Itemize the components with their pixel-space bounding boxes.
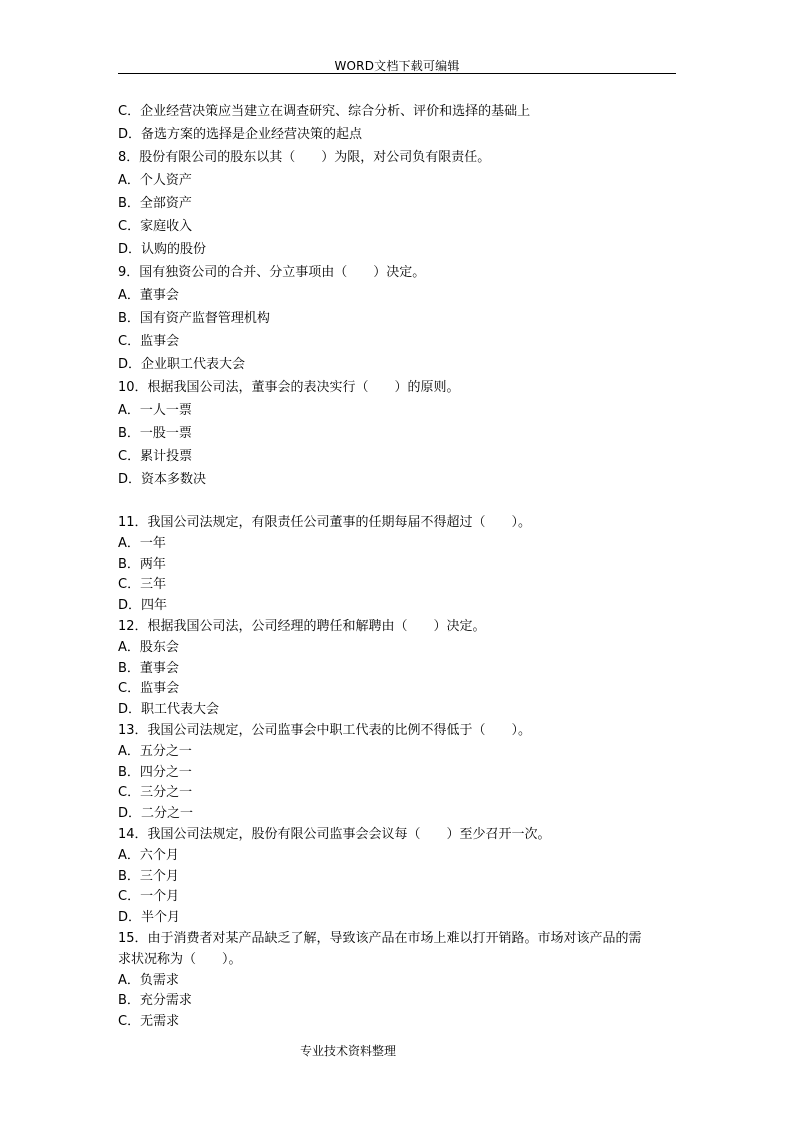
question-15-line-1: 15．由于消费者对某产品缺乏了解，导致该产品在市场上难以打开销路。市场对该产品的需 — [118, 930, 642, 946]
page-footer: 专业技术资料整理 — [300, 1044, 397, 1058]
question-8: 8．股份有限公司的股东以其（ ）为限，对公司负有限责任。 — [118, 150, 491, 165]
option-a-q9: A．董事会 — [118, 288, 179, 303]
option-b-q15: B．充分需求 — [118, 993, 192, 1009]
option-a-q10: A．一人一票 — [118, 403, 192, 418]
option-a-q11: A．一年 — [118, 535, 166, 551]
option-c-q9: C．监事会 — [118, 334, 180, 349]
question-14: 14．我国公司法规定，股份有限公司监事会会议每（ ）至少召开一次。 — [118, 826, 551, 842]
option-b-q13: B．四分之一 — [118, 764, 192, 780]
option-b-q9: B．国有资产监督管理机构 — [118, 311, 270, 326]
option-d-q9: D．企业职工代表大会 — [118, 357, 246, 372]
option-a-q15: A．负需求 — [118, 972, 179, 988]
question-11: 11．我国公司法规定，有限责任公司董事的任期每届不得超过（ ）。 — [118, 515, 532, 530]
option-b-q12: B．董事会 — [118, 660, 179, 676]
option-a-q12: A．股东会 — [118, 639, 179, 655]
option-c-q15: C．无需求 — [118, 1014, 180, 1030]
option-d-q8: D．认购的股份 — [118, 242, 207, 257]
option-d-q14: D．半个月 — [118, 910, 181, 926]
option-c-q12: C．监事会 — [118, 681, 180, 697]
option-b-q14: B．三个月 — [118, 868, 179, 884]
option-d-q7: D．备选方案的选择是企业经营决策的起点 — [118, 127, 363, 142]
header-rule — [118, 73, 676, 74]
option-d-q11: D．四年 — [118, 598, 168, 614]
option-c-q13: C．三分之一 — [118, 785, 193, 801]
option-b-q8: B．全部资产 — [118, 196, 192, 211]
option-b-q11: B．两年 — [118, 556, 166, 572]
option-c-q10: C．累计投票 — [118, 449, 193, 464]
document-body — [118, 100, 678, 1033]
option-d-q12: D．职工代表大会 — [118, 702, 220, 718]
option-c-q8: C．家庭收入 — [118, 219, 193, 234]
option-a-q13: A．五分之一 — [118, 743, 192, 759]
option-c-q14: C．一个月 — [118, 889, 180, 905]
question-15-line-2: 求状况称为（ ）。 — [118, 951, 242, 967]
option-c-q11: C．三年 — [118, 577, 167, 593]
page-header: WORD文档下载可编辑 — [334, 59, 460, 73]
option-d-q10: D．资本多数决 — [118, 472, 207, 487]
option-a-q14: A．六个月 — [118, 847, 179, 863]
question-12: 12．根据我国公司法，公司经理的聘任和解聘由（ ）决定。 — [118, 618, 486, 634]
question-10: 10．根据我国公司法，董事会的表决实行（ ）的原则。 — [118, 380, 460, 395]
question-9: 9．国有独资公司的合并、分立事项由（ ）决定。 — [118, 265, 426, 280]
option-a-q8: A．个人资产 — [118, 173, 192, 188]
option-b-q10: B．一股一票 — [118, 426, 192, 441]
option-c-q7: C．企业经营决策应当建立在调查研究、综合分析、评价和选择的基础上 — [118, 104, 531, 119]
question-block-1 — [118, 100, 678, 491]
option-d-q13: D．二分之一 — [118, 806, 194, 822]
question-13: 13．我国公司法规定，公司监事会中职工代表的比例不得低于（ ）。 — [118, 722, 532, 738]
question-block-2 — [118, 513, 678, 1033]
